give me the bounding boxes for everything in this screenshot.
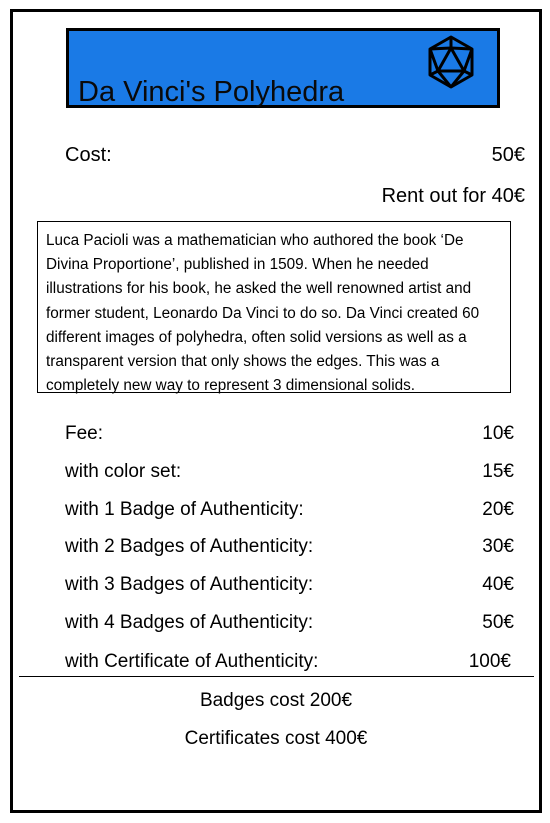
description-box: Luca Pacioli was a mathematician who authored the book ‘De Divina Proportione’, published in 1509. When he needed illustrations for his book, he asked the well renowned artist and former student, Leonardo Da Vinci to do so. Da Vinci created 60 different images of polyhedra, often solid versions as well as a transparent version that only shows the edges. This was a completely new way to represent 3 dimensional solids. [37, 221, 511, 393]
rent-text: Rent out for 40€ [381, 185, 525, 207]
cost-label: Cost: [65, 144, 112, 166]
fee-value: 10€ [482, 423, 514, 444]
fee-label: with color set: [65, 461, 182, 482]
fee-value: 15€ [482, 461, 514, 482]
divider [19, 676, 534, 677]
cost-value: 50€ [491, 144, 525, 166]
fee-label: Fee: [65, 423, 104, 444]
property-card [10, 9, 542, 813]
badges-cost: Badges cost 200€ [199, 690, 353, 711]
fee-label: with 4 Badges of Authenticity: [65, 612, 314, 633]
fee-value: 100€ [468, 651, 511, 672]
fee-label: with 2 Badges of Authenticity: [65, 536, 314, 557]
fee-label: with 1 Badge of Authenticity: [65, 499, 304, 520]
fee-value: 20€ [482, 499, 514, 520]
fee-label: with 3 Badges of Authenticity: [65, 574, 314, 595]
icosahedron-icon [426, 35, 476, 89]
fee-value: 40€ [482, 574, 514, 595]
fee-value: 50€ [482, 612, 514, 633]
fee-value: 30€ [482, 536, 514, 557]
title-banner [66, 28, 500, 108]
certificates-cost: Certificates cost 400€ [184, 728, 368, 749]
card-title: Da Vinci's Polyhedra [78, 76, 345, 108]
fee-label: with Certificate of Authenticity: [65, 651, 319, 672]
